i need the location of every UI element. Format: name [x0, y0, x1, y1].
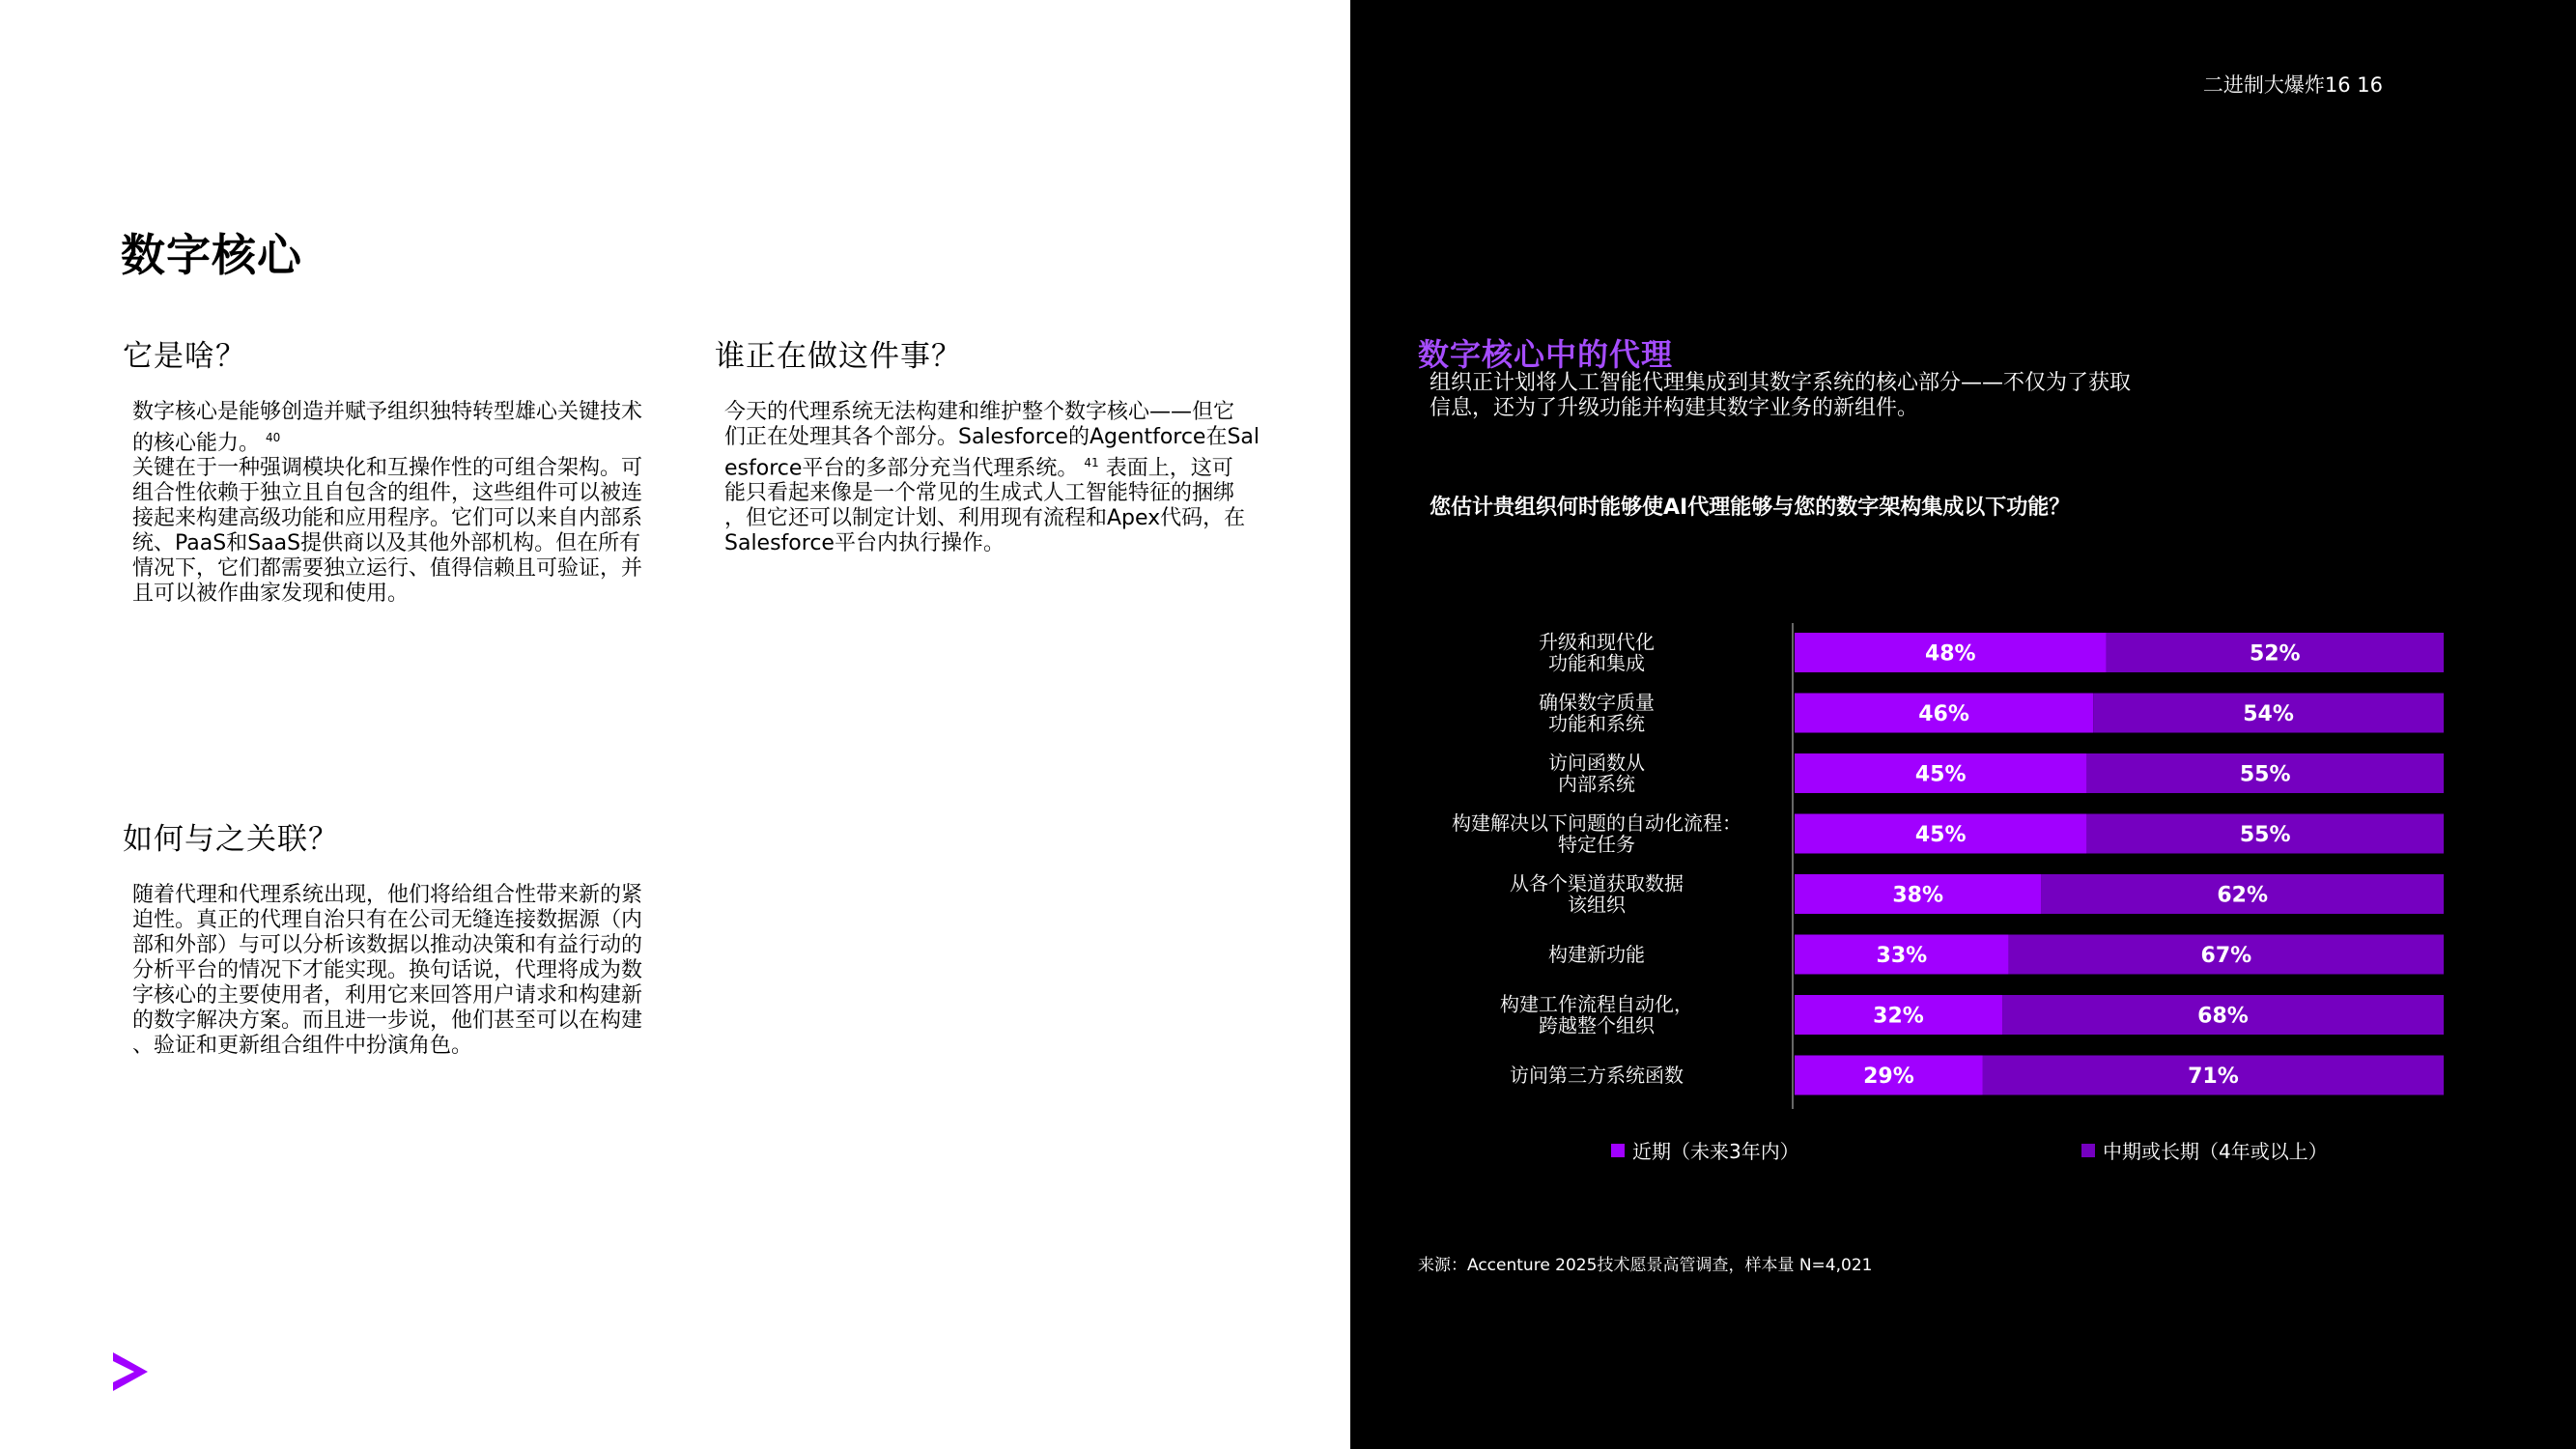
data-label: 48% [1924, 641, 1976, 667]
data-label: 52% [2249, 641, 2301, 667]
page-label: 二进制大爆炸16 16 [2202, 73, 2383, 97]
chart-question: 您估计贵组织何时能够使AI代理能够与您的数字架构集成以下功能？ [1430, 496, 2071, 520]
body-line: 今天的代理系统无法构建和维护整个数字核心——但它 [724, 400, 1235, 424]
body-line: 部和外部）与可以分析该数据以推动决策和有益行动的 [132, 933, 643, 957]
legend-swatch [1611, 1144, 1625, 1157]
data-label: 45% [1914, 762, 1967, 787]
body-line: esforce平台的多部分充当代理系统。 $^{41}$ 表面上，这可 [724, 456, 1233, 481]
legend-label: 近期（未来3年内） [1632, 1140, 1799, 1163]
category-label: 从各个渠道获取数据 [1510, 871, 1684, 895]
data-label: 68% [2197, 1004, 2249, 1029]
body-line: 能只看起来像是一个常见的生成式人工智能特征的捆绑 [724, 481, 1235, 506]
body-line: 分析平台的情况下才能实现。换句话说，代理将成为数 [132, 958, 643, 982]
accenture-chevron-icon[interactable] [111, 1350, 150, 1393]
chart-subtitle [1430, 371, 2202, 421]
body-line: 情况下，它们都需要独立运行、值得信赖且可验证，并 [132, 556, 643, 582]
body-line: 的数字解决方案。而且进一步说，他们甚至可以在构建 [132, 1009, 643, 1033]
data-label: 67% [2200, 944, 2252, 968]
chart-title: 数字核心中的代理 [1418, 336, 1674, 373]
who-is-doing-it-body [724, 400, 1265, 556]
body-line: 们正在处理其各个部分。Salesforce的Agentforce在Sal [724, 425, 1260, 449]
stacked-bar-chart [1350, 609, 2576, 1111]
data-label: 32% [1873, 1004, 1924, 1029]
data-label: 29% [1863, 1065, 1914, 1089]
legend-swatch [2081, 1144, 2095, 1157]
legend-item-near-term [1611, 1136, 1799, 1164]
subtitle-line: 组织正计划将人工智能代理集成到其数字系统的核心部分——不仅为了获取 [1430, 371, 2132, 395]
right-panel [1350, 0, 2576, 1449]
how-to-relate-body [132, 883, 664, 1059]
data-label: 55% [2239, 823, 2291, 847]
who-is-doing-it-heading: 谁正在做这件事？ [715, 339, 962, 374]
category-label: 特定任务 [1558, 833, 1635, 856]
category-label: 确保数字质量 [1539, 691, 1655, 714]
body-line: ，但它还可以制定计划、利用现有流程和Apex代码，在 [724, 506, 1246, 531]
footnote-ref[interactable]: 40 [266, 431, 281, 444]
body-line: 迫性。真正的代理自治只有在公司无缝连接数据源（内 [132, 908, 643, 932]
category-label: 构建解决以下问题的自动化流程： [1452, 811, 1741, 835]
data-label: 55% [2239, 762, 2291, 787]
body-line: Salesforce平台内执行操作。 [724, 531, 1005, 556]
body-line: 的核心能力。 $^{40}$ [132, 431, 281, 456]
category-label: 功能和系统 [1548, 712, 1645, 735]
category-label: 内部系统 [1558, 772, 1635, 796]
body-line: 关键在于一种强调模块化和互操作性的可组合架构。可 [132, 456, 643, 481]
subtitle-line: 信息，还为了升级功能并构建其数字业务的新组件。 [1430, 396, 1919, 420]
what-is-it-body [132, 400, 664, 607]
body-line: 字核心的主要使用者，利用它来回答用户请求和构建新 [132, 983, 643, 1008]
body-line: 且可以被作曲家发现和使用。 [132, 582, 410, 607]
data-label: 71% [2188, 1065, 2239, 1089]
category-label: 构建新功能 [1548, 943, 1645, 966]
data-label: 38% [1892, 883, 1944, 908]
body-line: 组合性依赖于独立且自包含的组件，这些组件可以被连 [132, 481, 643, 506]
data-label: 62% [2217, 883, 2269, 908]
footnote-ref[interactable]: 41 [1084, 456, 1099, 469]
what-is-it-heading: 它是啥？ [123, 339, 246, 374]
data-label: 33% [1876, 944, 1928, 968]
source-note: 来源：Accenture 2025技术愿景高管调查，样本量 N=4,021 [1418, 1256, 1873, 1275]
body-line: 、验证和更新组合组件中扮演角色。 [132, 1034, 473, 1058]
body-line: 随着代理和代理系统出现，他们将给组合性带来新的紧 [132, 883, 643, 907]
body-line: 统、PaaS和SaaS提供商以及其他外部机构。但在所有 [132, 531, 641, 556]
data-label: 46% [1918, 702, 1969, 726]
legend-label: 中期或长期（4年或以上） [2103, 1140, 2328, 1163]
category-label: 构建工作流程自动化， [1500, 992, 1693, 1016]
category-label: 功能和集成 [1548, 651, 1645, 675]
category-label: 跨越整个组织 [1539, 1013, 1655, 1037]
category-label: 访问第三方系统函数 [1510, 1064, 1684, 1087]
body-line: 数字核心是能够创造并赋予组织独特转型雄心关键技术 [132, 400, 643, 424]
data-label: 45% [1914, 823, 1967, 847]
category-label: 访问函数从 [1548, 751, 1645, 775]
category-label: 该组织 [1568, 893, 1626, 917]
page-title: 数字核心 [121, 229, 302, 281]
data-label: 54% [2243, 702, 2294, 726]
category-label: 升级和现代化 [1539, 630, 1655, 654]
how-to-relate-heading: 如何与之关联？ [123, 822, 339, 857]
legend-item-long-term [2081, 1136, 2328, 1164]
body-line: 接起来构建高级功能和应用程序。它们可以来自内部系 [132, 506, 643, 531]
